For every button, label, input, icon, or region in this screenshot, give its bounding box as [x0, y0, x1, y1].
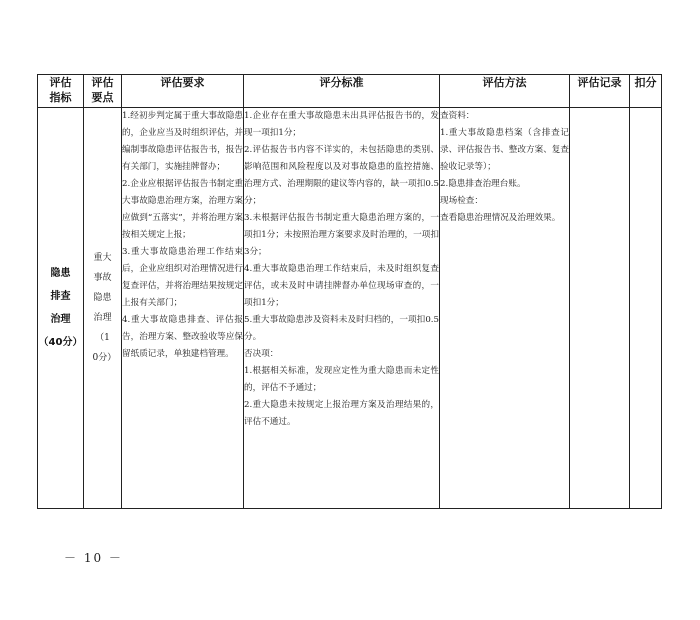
method-item: 2.隐患排查治理台账。	[440, 179, 526, 189]
point-score: （10分）	[92, 333, 117, 363]
header-point: 评估要点	[84, 75, 122, 108]
indicator-line: 治理	[50, 314, 71, 325]
header-indicator: 评估指标	[38, 75, 84, 108]
indicator-line: （40分）	[38, 337, 83, 348]
standard-item: 2.重大隐患未按规定上报治理方案及治理结果的，评估不通过。	[244, 400, 439, 427]
method-item: 查看隐患治理情况及治理效果。	[440, 213, 561, 223]
record-cell[interactable]	[570, 108, 630, 509]
standard-item: 2.评估报告书内容不详实的，未包括隐患的类别、影响范围和风险程度以及对事故隐患的监控措施、治理方式、治理期限的建议等内容的，缺一项扣0.5分；	[244, 145, 439, 206]
header-standard: 评分标准	[244, 75, 440, 108]
deduction-cell[interactable]	[630, 108, 662, 509]
method-heading: 现场检查：	[440, 196, 483, 206]
requirement-item: 2.企业应根据评估报告书制定重大事故隐患治理方案，治理方案应做到“五落实”，并将治理方案按相关规定上报；	[122, 179, 243, 240]
requirement-item: 1.经初步判定属于重大事故隐患的，企业应当及时组织评估，并编制事故隐患评估报告书，报告有关部门，实施挂牌督办；	[122, 111, 243, 172]
requirement-cell	[122, 108, 244, 509]
standard-item: 1.企业存在重大事故隐患未出具评估报告书的，发现一项扣1分；	[244, 111, 439, 138]
header-deduction: 扣分	[630, 75, 662, 108]
standard-cell	[244, 108, 440, 509]
evaluation-table	[37, 74, 662, 509]
point-title: 重大事故隐患治理	[93, 253, 112, 323]
standard-item: 1.根据相关标准，发现应定性为重大隐患而未定性的，评估不予通过；	[244, 366, 439, 393]
header-requirement: 评估要求	[122, 75, 244, 108]
standard-item: 3.未根据评估报告书制定重大隐患治理方案的，一项扣1分；未按照治理方案要求及时治理的，一项扣3分；	[244, 213, 439, 257]
indicator-line: 排查	[50, 291, 71, 302]
requirement-item: 4.重大事故隐患排查、评估报告，治理方案、整改验收等应保留纸质记录，单独建档管理。	[122, 315, 243, 359]
page-number: － 10 －	[64, 551, 123, 565]
table-row	[38, 108, 662, 509]
requirement-item: 3.重大事故隐患治理工作结束后，企业应组织对治理情况进行复查评估，并将治理结果按规定上报有关部门；	[122, 247, 243, 308]
method-cell	[440, 108, 570, 509]
standard-item: 5.重大事故隐患涉及资料未及时归档的，一项扣0.5分。	[244, 315, 439, 342]
table-header-row	[38, 75, 662, 108]
veto-heading: 否决项：	[244, 349, 279, 359]
standard-item: 4.重大事故隐患治理工作结束后，未及时组织复查评估，或未及时申请挂牌督办单位现场审查的，一项扣1分；	[244, 264, 439, 308]
method-item: 1.重大事故隐患档案（含排查记录、评估报告书、整改方案、复查验收记录等）；	[440, 128, 569, 172]
point-cell	[84, 108, 122, 509]
header-record: 评估记录	[570, 75, 630, 108]
header-method: 评估方法	[440, 75, 570, 108]
method-heading: 查资料：	[440, 111, 475, 121]
indicator-line: 隐患	[50, 268, 71, 279]
indicator-cell	[38, 108, 84, 509]
